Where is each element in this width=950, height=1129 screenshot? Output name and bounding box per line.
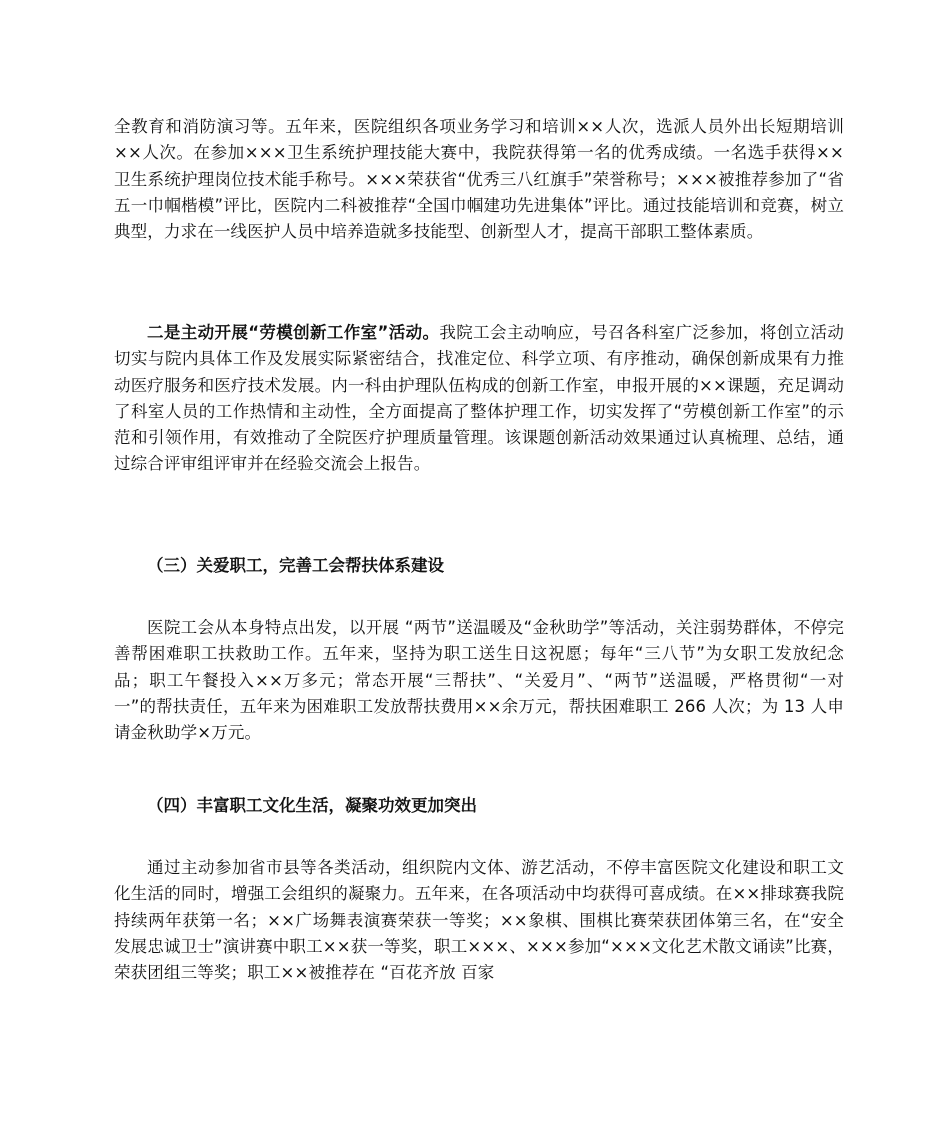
paragraph-text: 我院工会主动响应，号召各科室广泛参加，将创立活动切实与院内具体工作及发展实际紧密结合，找准定位、科学立项、有序推动，确保创新成果有力推动医疗服务和医疗技术发展。内一科由护理队伍构成的创新工作室，申报开展的××课题，充足调动了科室人员的工作热情和主动性，全方面提高了整体护理工作，切实发挥了“劳模创新工作室”的示范和引领作用，有效推动了全院医疗护理质量管理。该课题创新活动效果通过认真梳理、总结，通过综合评审组评审并在经验交流会上报告。 xyxy=(114,323,844,474)
paragraph-innovation-studio xyxy=(114,320,844,478)
paragraph-text: 全教育和消防演习等。五年来，医院组织各项业务学习和培训××人次，选派人员外出长短期培训××人次。在参加×××卫生系统护理技能大赛中，我院获得第一名的优秀成绩。一名选手获得××卫生系统护理岗位技术能手称号。×××荣获省“优秀三八红旗手”荣誉称号；×××被推荐参加了“省五一巾帼楷模”评比，医院内二科被推荐“全国巾帼建功先进集体”评比。通过技能培训和竞赛，树立典型，力求在一线医护人员中培养造就多技能型、创新型人才，提高干部职工整体素质。 xyxy=(114,117,844,242)
paragraph-text: 医院工会从本身特点出发，以开展 “两节”送温暖及“金秋助学”等活动，关注弱势群体，不停完善帮困难职工扶救助工作。五年来，坚持为职工送生日这祝愿；每年“三八节”为女职工发放纪念品；职工午餐投入××万多元；常态开展“三帮扶”、“关爱月”、“两节”送温暖，严格贯彻“一对一”的帮扶责任，五年来为困难职工发放帮扶费用××余万元，帮扶困难职工 266 人次；为 13 人申请金秋助学×万元。 xyxy=(114,618,844,743)
section-heading-3: （三）关爱职工，完善工会帮扶体系建设 xyxy=(147,556,444,575)
paragraph-text: 通过主动参加省市县等各类活动，组织院内文体、游艺活动，不停丰富医院文化建设和职工文化生活的同时，增强工会组织的凝聚力。五年来，在各项活动中均获得可喜成绩。在××排球赛我院持续两年获第一名；××广场舞表演赛荣获一等奖；××象棋、围棋比赛荣获团体第三名，在“安全发展忠诚卫士”演讲赛中职工××获一等奖，职工×××、×××参加“×××文化艺术散文诵读”比赛，荣获团组三等奖；职工××被推荐在 “百花齐放 百家 xyxy=(114,858,844,983)
section-heading-4: （四）丰富职工文化生活，凝聚功效更加突出 xyxy=(147,796,477,815)
paragraph-training xyxy=(114,114,844,245)
paragraph-lead: 二是主动开展“劳模创新工作室”活动。 xyxy=(147,323,440,342)
paragraph-culture xyxy=(114,855,844,986)
paragraph-care-for-staff xyxy=(114,615,844,746)
